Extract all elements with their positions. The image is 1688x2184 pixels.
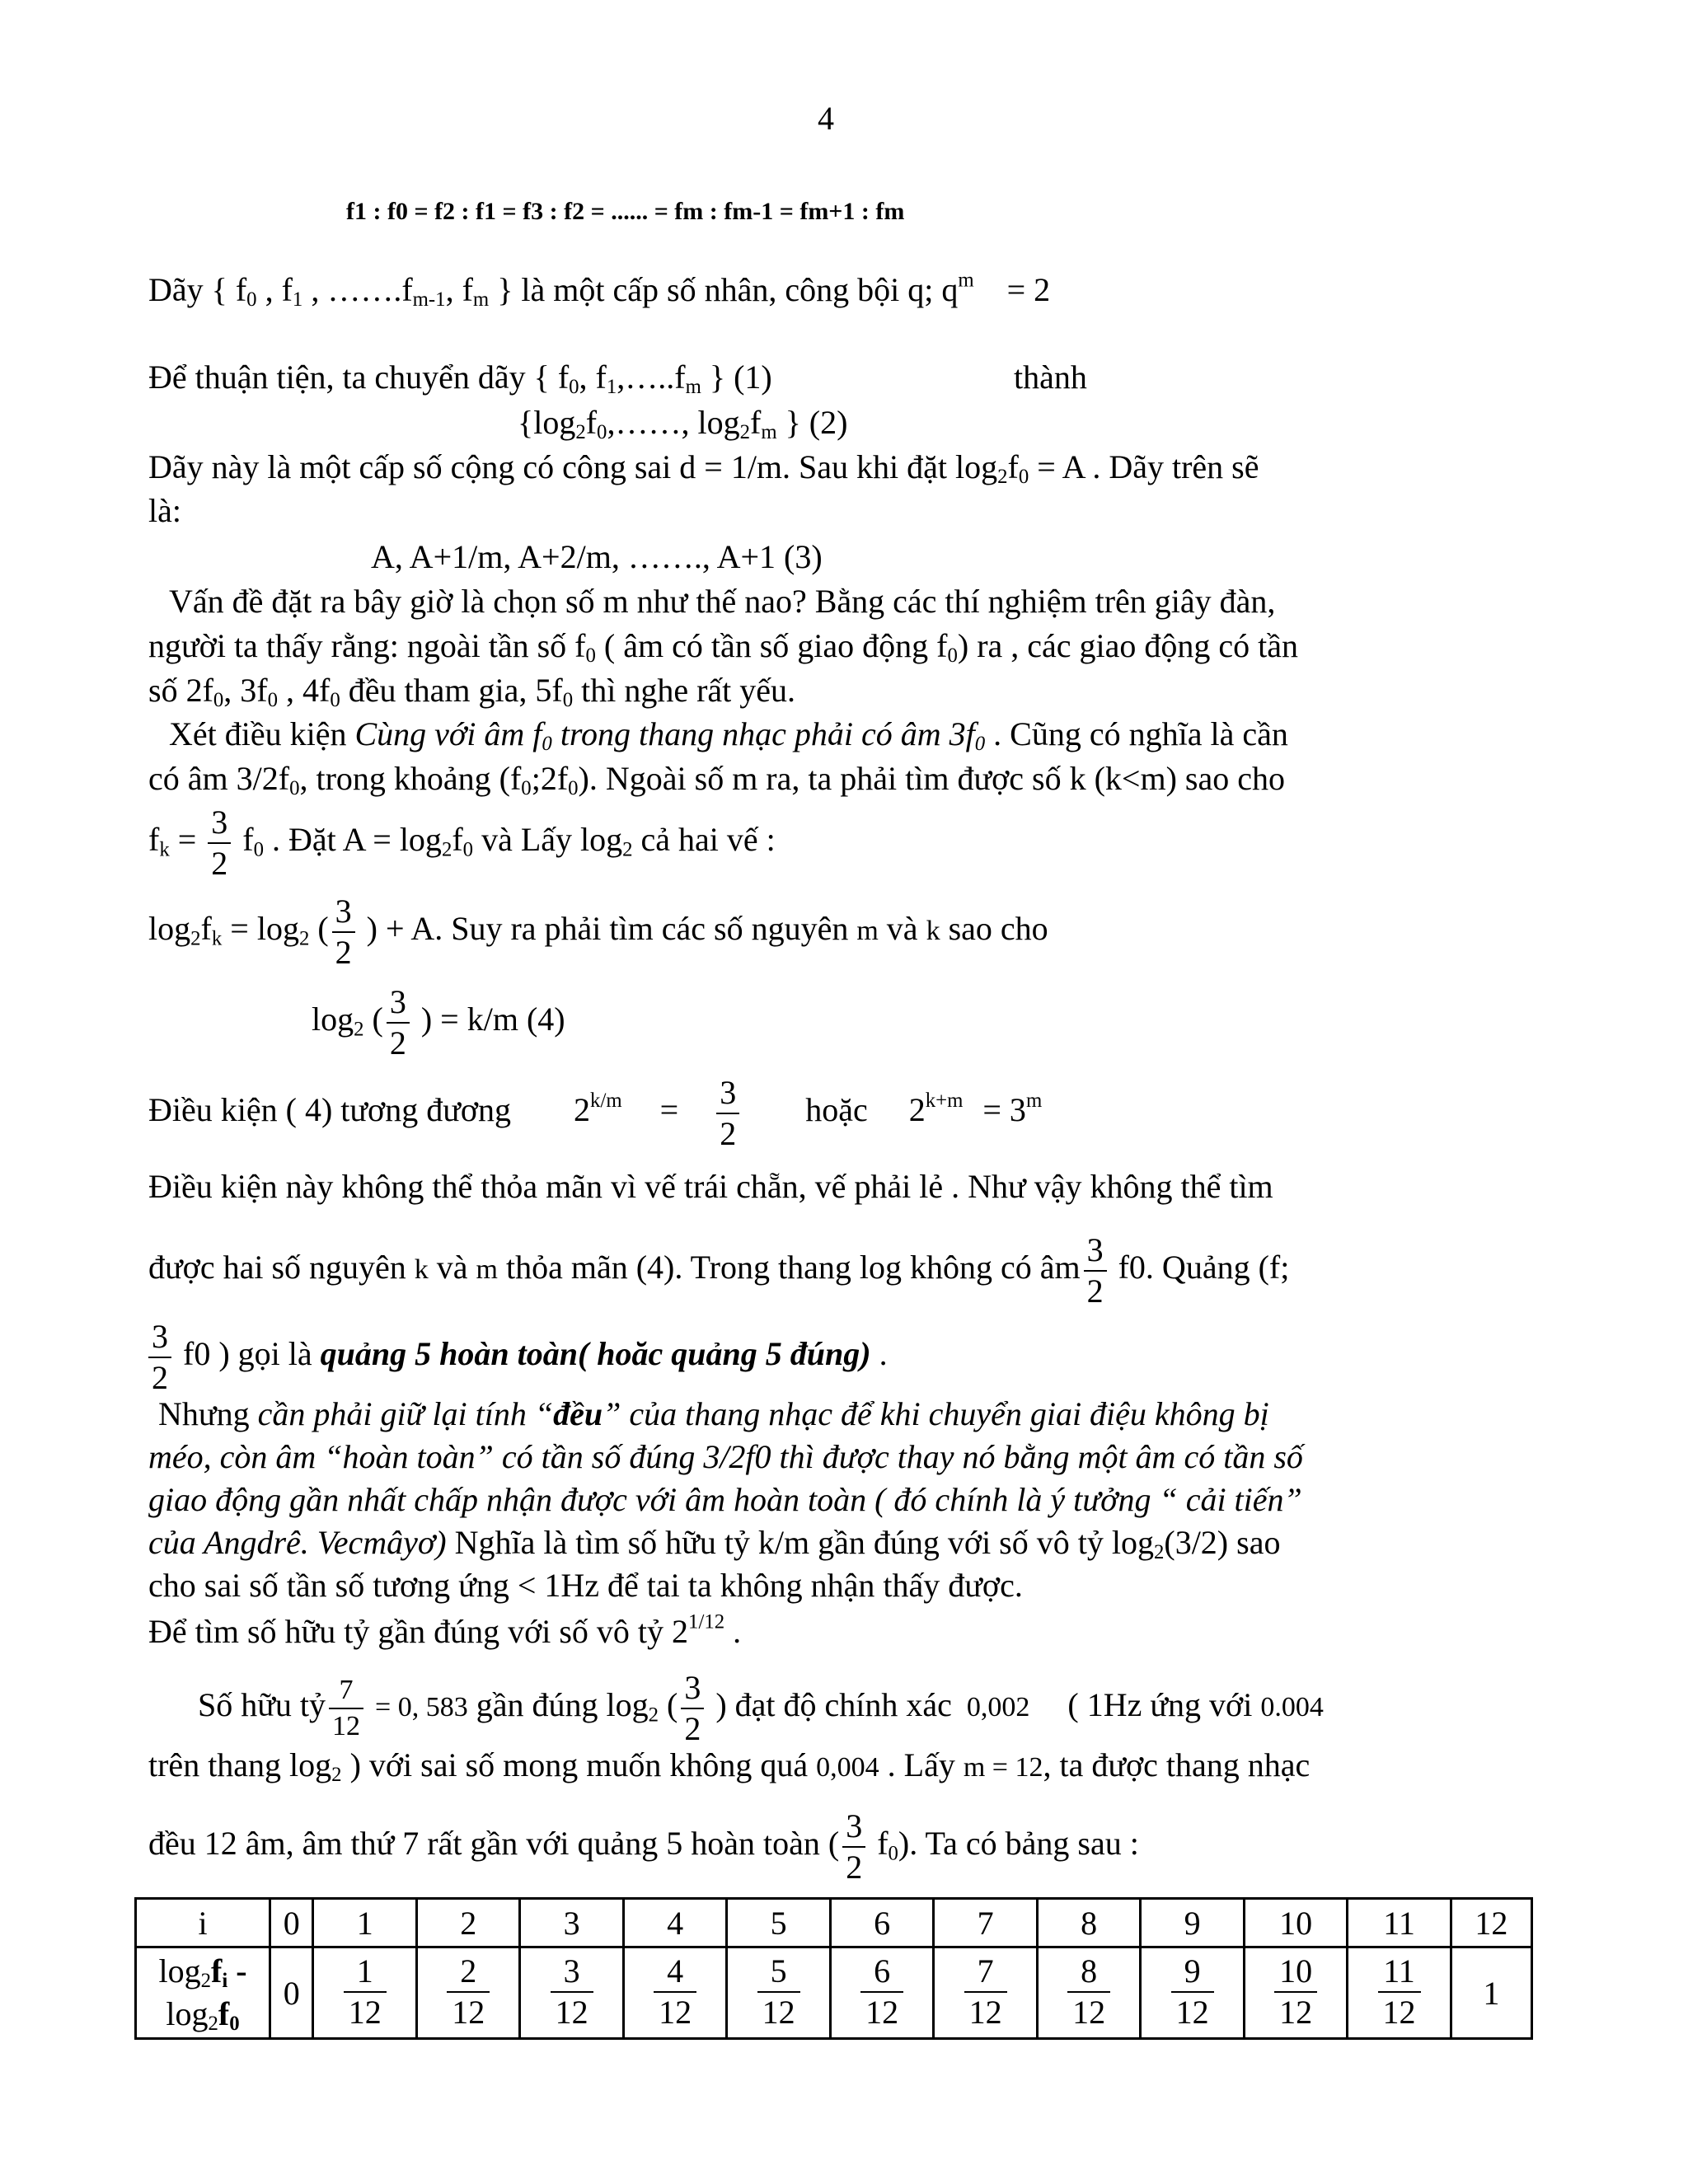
text-line: Dãy { $f_0$ , $f_1$ , $\dots\dots.f_{m-1}$, $f_m$ } là một cấp số nhân, công bội q; $q^m = 2$ [148,269,1051,312]
table-cell: 11 [1348,1899,1451,1947]
table-cell [623,1947,726,2039]
text-line: Để tìm số hữu tỷ gần đúng với số vô tỷ $2^{1/12}$ . [148,1610,742,1650]
text-line: A, A+1/m, A+2/m, ……., A+1 (3) [371,538,823,575]
text-line: Điều kiện ( 4) tương đương $2^{k/m}$ = $\frac{3}{2}$ hoặc $2^{k+m} = 3^m$ [148,1074,1043,1152]
table-cell: 10 [1244,1899,1347,1947]
text-line: người ta thấy rằng: ngoài tần số $f_0$ ( âm có tần số giao động $f_0$) ra , các giao động có tần [148,627,1299,668]
fraction-3-2: $\frac{3}{2}$ [716,1076,739,1151]
text-line: $\frac{3}{2}$ f0 ) gọi là quảng 5 hoàn toàn( hoăc quảng 5 đúng) . [148,1320,888,1394]
page-number: 4 [818,100,834,137]
fraction: $\frac{11}{12}$ [1378,1955,1421,2029]
text-line: là: [148,492,181,529]
table-cell [1244,1947,1347,2039]
table-cell: 3 [520,1899,623,1947]
table-header-cell: i [136,1899,270,1947]
text-line: Vấn đề đặt ra bây giờ là chọn số m như thế nao? Bằng các thí nghiệm trên giây đàn, [169,583,1276,620]
table-cell [1037,1947,1140,2039]
fraction-3-2: $\frac{3}{2}$ [208,806,231,880]
fraction: $\frac{7}{12}$ [964,1955,1007,2029]
fraction-3-2: $\frac{3}{2}$ [387,986,410,1060]
table-cell: 0 [270,1947,313,2039]
text-line: số $2f_0$, $3f_0$ , $4f_0$ đều tham gia, $5f_0$ thì nghe rất yếu. [148,672,796,712]
text-line: Điều kiện này không thể thỏa mãn vì vế trái chẵn, vế phải lẻ . Như vậy không thể tìm [148,1168,1273,1205]
text-line: Số hữu tỷ $\frac{7}{12}$ = 0, 583 gần đúng $\log_2$ ( $\frac{3}{2}$ ) đạt độ chính xác 0,002 ( 1Hz ứng với 0.004 [198,1669,1324,1747]
table-row [136,1947,1532,2039]
table-cell [1141,1947,1244,2039]
table-cell: 6 [830,1899,933,1947]
fraction: $\frac{3}{12}$ [551,1955,593,2029]
text-line: {$\log_2f_0,\dots\dots$, $\log_2f_m$ } (2) [518,404,848,444]
table-cell [934,1947,1037,2039]
text-line: thành [1014,359,1087,396]
table-cell [520,1947,623,2039]
table-cell: 8 [1037,1899,1140,1947]
table-cell [830,1947,933,2039]
table-cell [313,1947,416,2039]
fraction: $\frac{1}{12}$ [344,1955,387,2029]
table-cell: 7 [934,1899,1037,1947]
table-cell: 2 [416,1899,519,1947]
table-cell [727,1947,830,2039]
text-line: được hai số nguyên k và m thỏa mãn (4). Trong thang log không có âm $\frac{3}{2}$ f0. Quảng (f; [148,1231,1290,1310]
text-line: Xét điều kiện Cùng với âm $f_0$ trong thang nhạc phải có âm $3f_0$ . Cũng có nghĩa là cần [169,715,1288,756]
text-line: $f_k$ = $\frac{3}{2}$ $f_0$ . Đặt $A = \log_2f_0$ và Lấy $\log_2$ cả hai vế : [148,804,776,882]
fraction: $\frac{8}{12}$ [1067,1955,1110,2029]
table-cell: 0 [270,1899,313,1947]
text-line: $\log_2$ ( $\frac{3}{2}$ ) = k/m (4) [312,983,565,1062]
text-line: Dãy này là một cấp số cộng có công sai d = 1/m. Sau khi đặt $\log_2f_0 = A$ . Dãy trên sẽ [148,448,1259,489]
text-line: Để thuận tiện, ta chuyển dãy { $f_0$, $f_1,\dots..f_m$ } (1) [148,359,772,399]
text-line: trên thang $\log_2$ ) với sai số mong muốn không quá 0,004 . Lấy m = 12, ta được thang nhạc [148,1746,1311,1787]
table-cell: 9 [1141,1899,1244,1947]
text-line: của Angdrê. Vecmâyơ) Nghĩa là tìm số hữu tỷ k/m gần đúng với số vô tỷ $\log_2(3/2)$ sao [148,1524,1281,1564]
table-cell: 12 [1451,1899,1531,1947]
table-row [136,1899,1532,1947]
ratio-equation: f1 : f0 = f2 : f1 = f3 : f2 = ...... = fm : fm-1 = fm+1 : fm [346,198,905,225]
fraction: $\frac{10}{12}$ [1274,1955,1317,2029]
fraction-3-2: $\frac{3}{2}$ [332,895,355,969]
fraction-7-12: $\frac{7}{12}$ [329,1676,363,1741]
text-line: Nhưng cần phải giữ lại tính “đều” của thang nhạc để khi chuyển giai điệu không bị [158,1395,1269,1432]
text-line: $\log_2f_k = \log_2$ ( $\frac{3}{2}$ ) + A. Suy ra phải tìm các số nguyên m và k sao cho [148,893,1048,971]
text-line: giao động gần nhất chấp nhận được với âm hoàn toàn ( đó chính là ý tưởng “ cải tiến” [148,1481,1302,1518]
fraction-3-2: $\frac{3}{2}$ [842,1810,865,1884]
table-cell [1348,1947,1451,2039]
text-line: cho sai số tần số tương ứng < 1Hz để tai ta không nhận thấy được. [148,1567,1023,1604]
fraction: $\frac{4}{12}$ [654,1955,696,2029]
table-cell: 4 [623,1899,726,1947]
text-line: méo, còn âm “hoàn toàn” có tần số đúng 3/2f0 thì được thay nó bằng một âm có tần số [148,1438,1303,1475]
fraction-3-2: $\frac{3}{2}$ [681,1671,704,1746]
table-header-cell: $\log_2f_i$ - $\log_2f_0$ [136,1947,270,2039]
table-cell: 1 [313,1899,416,1947]
text-line: có âm $3/2f_0$, trong khoảng $(f_0;2f_0)$. Ngoài số m ra, ta phải tìm được số k (k<m) sao cho [148,760,1285,800]
fraction-3-2: $\frac{3}{2}$ [1084,1234,1107,1308]
fraction: $\frac{2}{12}$ [447,1955,490,2029]
table-cell: 5 [727,1899,830,1947]
table-cell [416,1947,519,2039]
fraction-3-2: $\frac{3}{2}$ [148,1320,171,1394]
table-cell: 1 [1451,1947,1531,2039]
text-line: đều 12 âm, âm thứ 7 rất gần với quảng 5 hoàn toàn ( $\frac{3}{2}$ $f_0$). Ta có bảng sau : [148,1807,1139,1886]
fraction: $\frac{9}{12}$ [1171,1955,1214,2029]
fraction: $\frac{6}{12}$ [860,1955,903,2029]
fraction: $\frac{5}{12}$ [757,1955,800,2029]
log-scale-table [134,1897,1533,2040]
